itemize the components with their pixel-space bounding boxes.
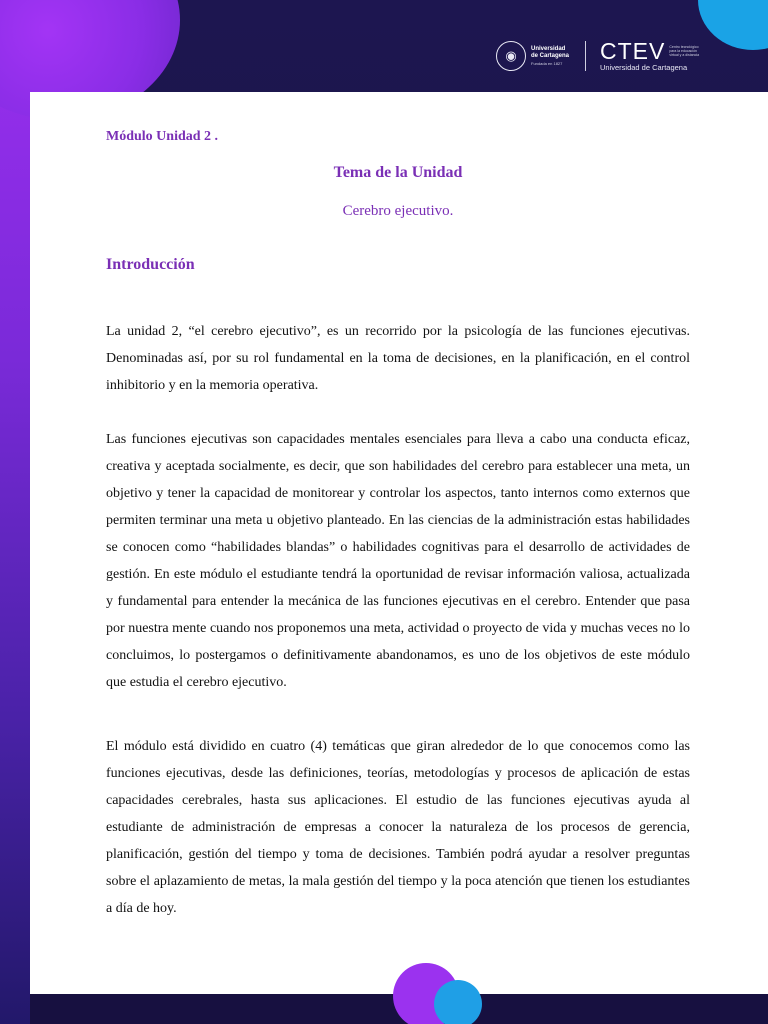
logo-divider [585, 41, 586, 71]
bottom-blue-circle [434, 980, 482, 1024]
header-logos [496, 36, 716, 76]
crest-icon: ◉ [496, 41, 526, 71]
unit-title: Tema de la Unidad [333, 164, 463, 181]
university-founded: Fundada en 1827 [531, 60, 563, 66]
intro-heading: Introducción [106, 256, 195, 273]
paragraph-3: El módulo está dividido en cuatro (4) temáticas que giran alrededor de lo que conocemos como las funciones ejecutivas, desde las definiciones, teorías, metodologías y procesos de aplicación de estas capacidades cerebrales, hasta sus aplicaciones. El estudio de las funciones ejecutivas ayuda al estudiante de administración de empresas a conocer la naturaleza de los procesos de gerencia, planificación, gestión del tiempo y toma de decisiones. También podrá ayudar a resolver preguntas sobre el aplazamiento de metas, la mala gestión del tiempo y la poca atención que tienen los estudiantes a día de hoy. [106, 739, 690, 916]
university-logo-text [531, 46, 571, 67]
paragraph-2: Las funciones ejecutivas son capacidades mentales esenciales para lleva a cabo una conducta eficaz, creativa y aceptada socialmente, es decir, que son habilidades del cerebro para establecer una meta, un objetivo y tener la capacidad de monitorear y controlar los aspectos, tanto internos como externos que permiten terminar una meta u objetivo planteado. En las ciencias de la administración estas habilidades se conocen como “habilidades blandas” o habilidades cognitivas para el desarrollo de actividades de gestión. En este módulo el estudiante tendrá la oportunidad de revisar información valiosa, actualizada y fundamental para entender la mecánica de las funciones ejecutivas en el cerebro. Entender que pasa por nuestra mente cuando nos proponemos una meta, actividad o proyecto de vida y muchas veces no lo concluimos, lo postergamos o definitivamente abandonamos, es uno de los objetivos de este módulo que estudia el cerebro ejecutivo. [106, 432, 690, 690]
ctev-tagline: Centro tecnológico para la educación virtual y a distancia [669, 45, 700, 57]
paragraph-1: La unidad 2, “el cerebro ejecutivo”, es un recorrido por la psicología de las funciones ejecutivas. Denominadas así, por su rol fundamental en la toma de decisiones, en la planificación, en el control inhibitorio y en la memoria operativa. [106, 324, 690, 393]
ctev-logo [600, 40, 705, 72]
university-name: Universidad de Cartagena [531, 45, 570, 59]
left-gradient-bar [0, 0, 30, 1024]
module-label: Módulo Unidad 2 . [106, 129, 219, 144]
ctev-title: CTEV [600, 38, 666, 64]
ctev-subtitle: Universidad de Cartagena [600, 63, 688, 72]
document-page [30, 92, 768, 994]
unit-subtitle: Cerebro ejecutivo. [342, 203, 454, 219]
